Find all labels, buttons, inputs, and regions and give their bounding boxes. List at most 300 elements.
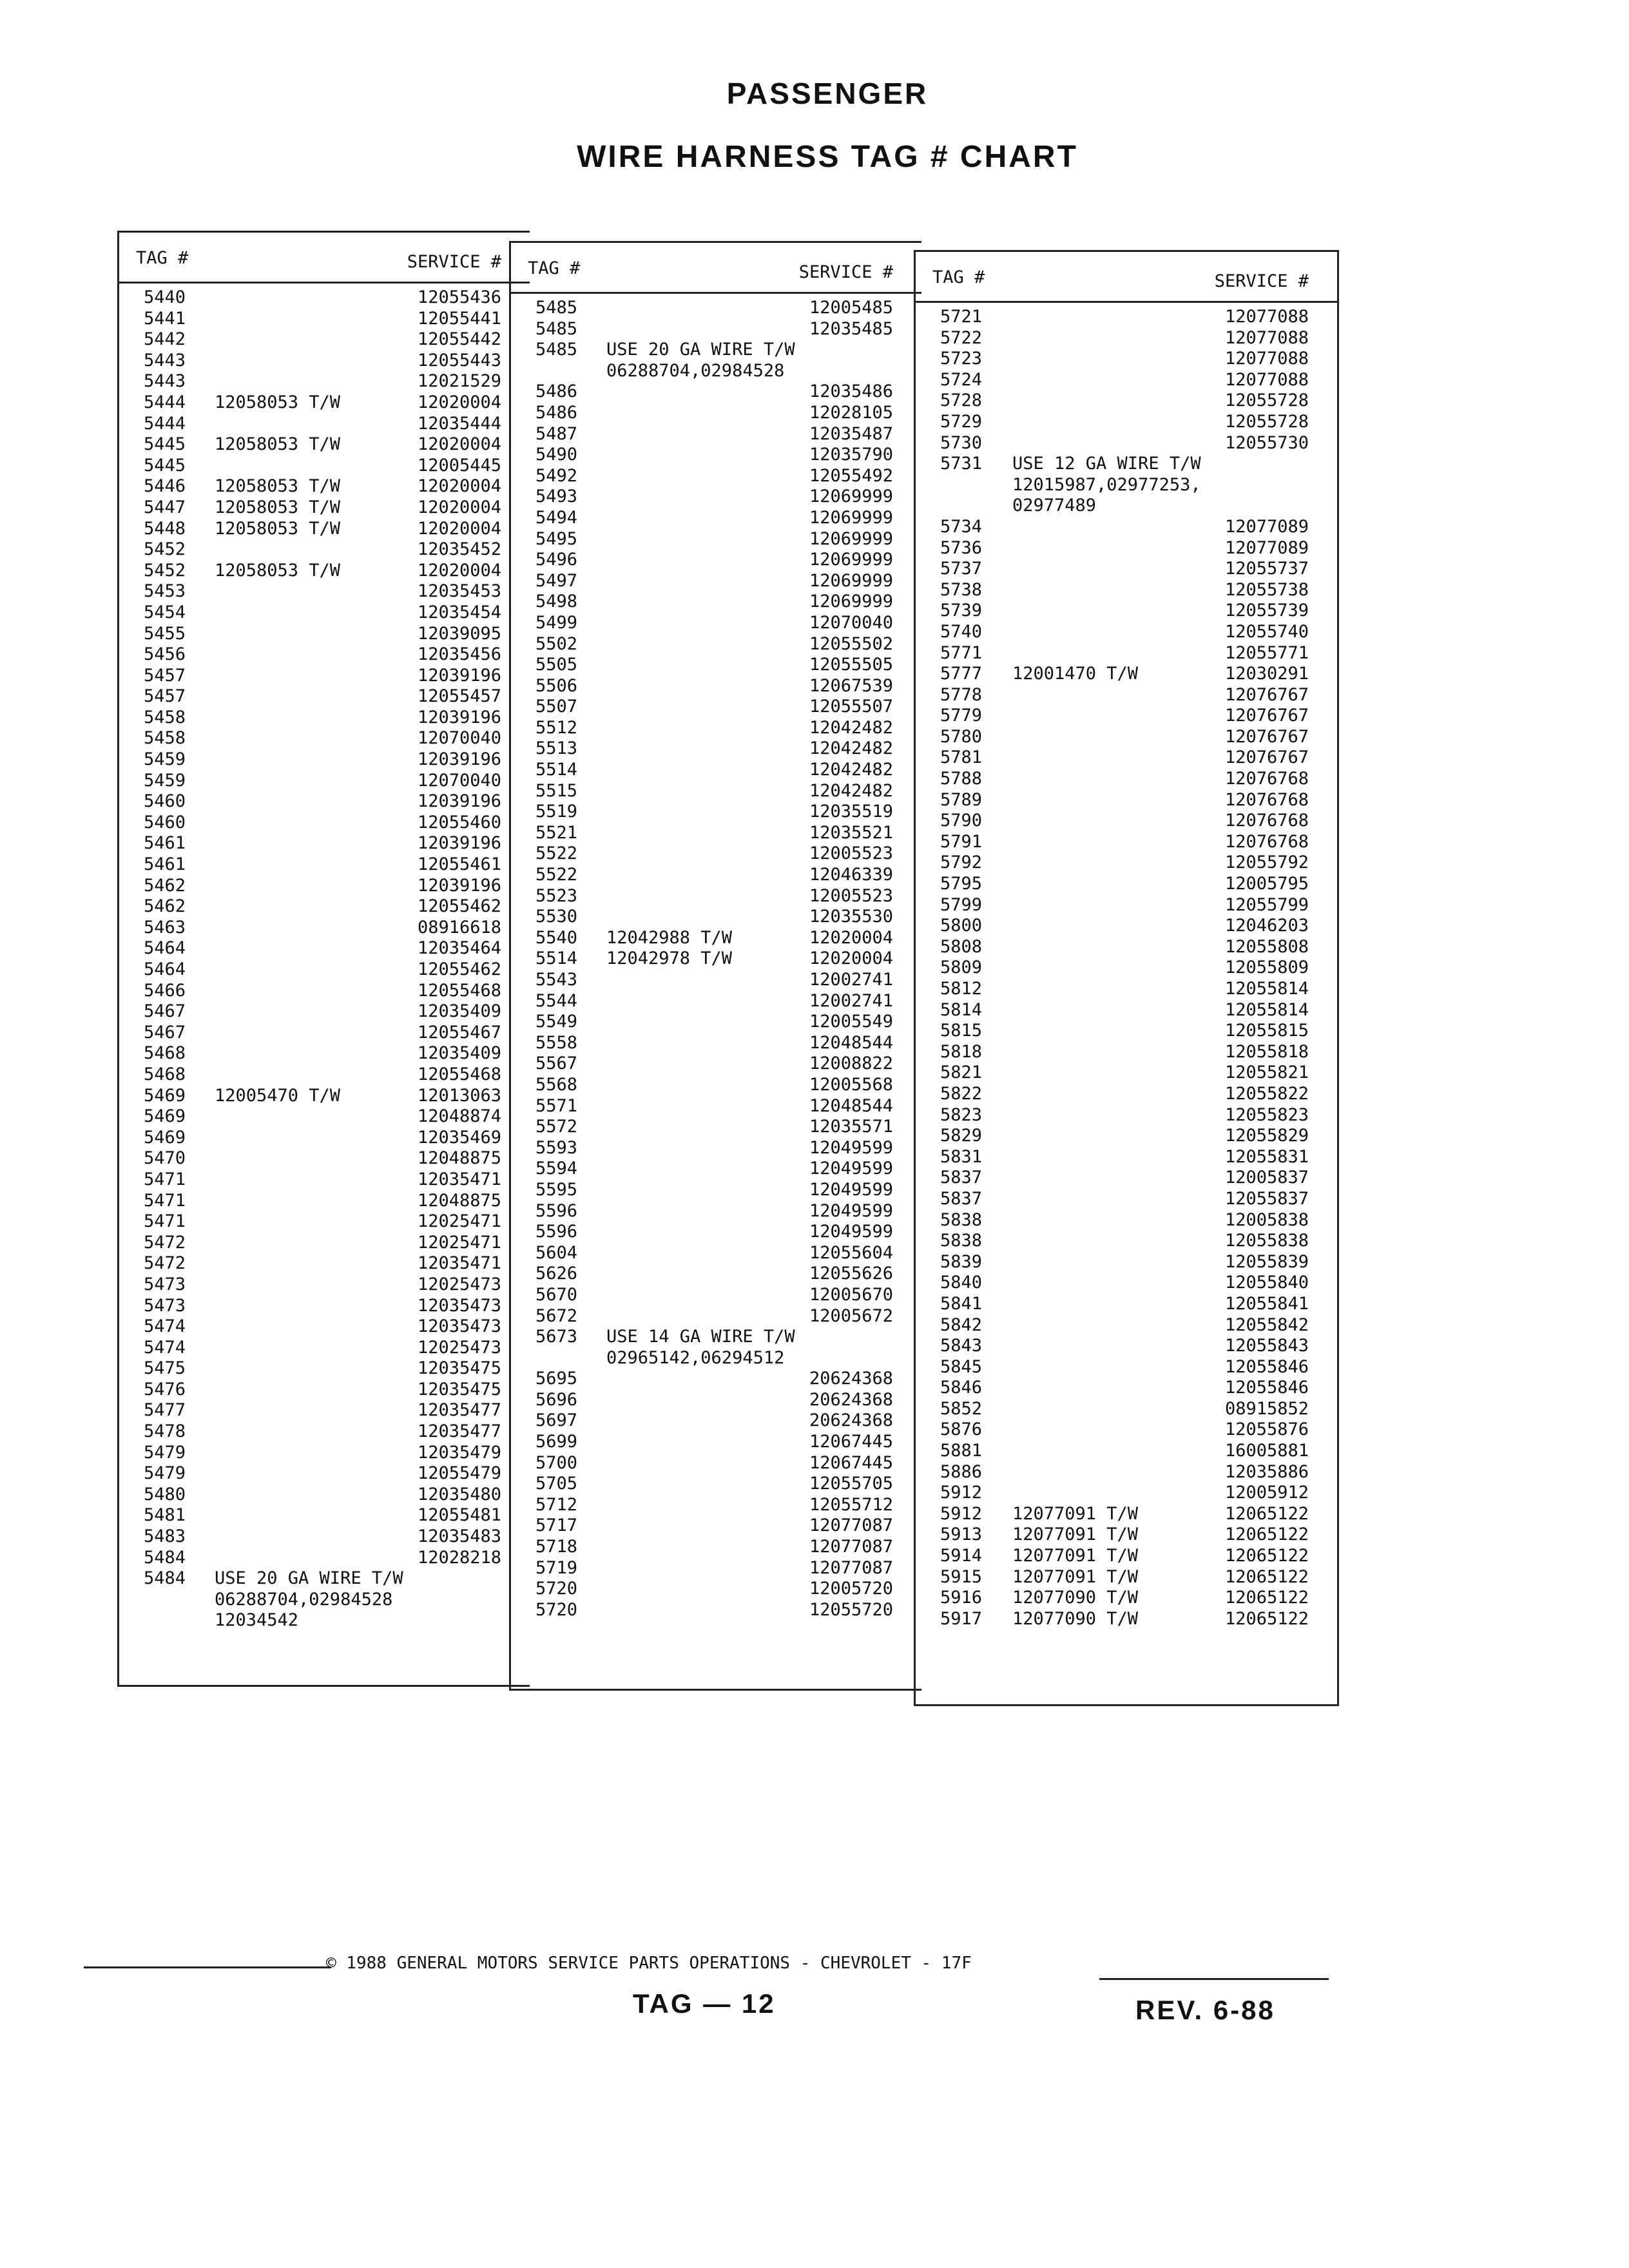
tag-number: 5470 xyxy=(144,1148,186,1169)
table-row xyxy=(916,1210,1337,1231)
service-number: 12048875 xyxy=(417,1190,501,1211)
used-with-number: 12077090 T/W xyxy=(1012,1588,1139,1608)
service-number: 12035487 xyxy=(809,423,893,444)
tag-number: 5454 xyxy=(144,602,186,622)
table-row xyxy=(916,747,1337,769)
service-number: 12055809 xyxy=(1224,957,1309,978)
tag-number: 5530 xyxy=(535,907,578,927)
table-row xyxy=(511,1537,921,1558)
table-row xyxy=(511,781,921,802)
tag-number: 5452 xyxy=(144,539,186,560)
row-note: 02977489 xyxy=(1012,495,1097,516)
service-number: 20624368 xyxy=(809,1410,893,1431)
table-row xyxy=(916,1378,1337,1399)
table-row xyxy=(119,309,530,330)
tag-number: 5670 xyxy=(535,1284,578,1305)
table-row xyxy=(119,456,530,477)
service-number: 12049599 xyxy=(809,1222,893,1242)
service-number: 12076767 xyxy=(1224,747,1309,768)
tag-number: 5479 xyxy=(144,1442,186,1463)
tag-number: 5461 xyxy=(144,833,186,854)
tag-number: 5571 xyxy=(535,1095,578,1116)
table-row xyxy=(511,907,921,928)
table-row xyxy=(511,340,921,361)
table-row xyxy=(916,1252,1337,1273)
table-row xyxy=(119,1148,530,1169)
tag-number: 5818 xyxy=(940,1041,983,1062)
table-row xyxy=(511,802,921,823)
tag-number: 5723 xyxy=(940,349,983,369)
table-row xyxy=(511,1117,921,1138)
column-header xyxy=(916,252,1337,303)
service-number: 12048544 xyxy=(809,1032,893,1053)
tag-number: 5549 xyxy=(535,1012,578,1032)
table-row xyxy=(916,1419,1337,1441)
table-row xyxy=(916,328,1337,349)
table-row xyxy=(916,433,1337,454)
table-row xyxy=(119,833,530,854)
service-number: 12005672 xyxy=(809,1305,893,1326)
tag-number: 5673 xyxy=(535,1327,578,1347)
service-number: 12035409 xyxy=(417,1043,501,1064)
tag-number: 5596 xyxy=(535,1222,578,1242)
service-number: 12055738 xyxy=(1224,579,1309,600)
service-number: 12002741 xyxy=(809,990,893,1011)
service-number: 12076768 xyxy=(1224,769,1309,789)
tag-number: 5795 xyxy=(940,874,983,894)
service-number: 12035473 xyxy=(417,1316,501,1337)
tag-number: 5739 xyxy=(940,601,983,621)
service-number: 12055821 xyxy=(1224,1062,1309,1083)
table-row xyxy=(511,1369,921,1390)
service-number: 12035453 xyxy=(417,581,501,602)
service-number: 12035469 xyxy=(417,1127,501,1148)
service-number: 12035519 xyxy=(809,802,893,822)
service-number: 12070040 xyxy=(809,612,893,633)
table-row xyxy=(511,1243,921,1264)
table-row xyxy=(916,1021,1337,1042)
table-row xyxy=(119,812,530,834)
tag-number: 5799 xyxy=(940,894,983,915)
table-row xyxy=(119,1043,530,1064)
table-row xyxy=(119,1548,530,1569)
table-row xyxy=(511,1600,921,1621)
service-number: 12070040 xyxy=(417,728,501,749)
table-row xyxy=(119,1086,530,1107)
service-number: 12077087 xyxy=(809,1537,893,1557)
tag-number: 5457 xyxy=(144,686,186,707)
service-number: 12020004 xyxy=(417,497,501,517)
tag-number: 5912 xyxy=(940,1483,983,1503)
table-row xyxy=(916,622,1337,643)
tag-number: 5460 xyxy=(144,791,186,812)
tag-number: 5448 xyxy=(144,518,186,539)
table-row xyxy=(119,1568,530,1590)
tag-number: 5724 xyxy=(940,369,983,390)
service-number: 12077088 xyxy=(1224,307,1309,327)
service-number: 08916618 xyxy=(417,917,501,937)
service-number: 12035479 xyxy=(417,1442,501,1463)
service-number: 12055730 xyxy=(1224,432,1309,453)
table-row xyxy=(916,307,1337,328)
table-row xyxy=(916,937,1337,958)
service-number: 12013063 xyxy=(417,1085,501,1106)
table-row xyxy=(511,1558,921,1579)
tag-number: 5781 xyxy=(940,747,983,768)
service-number: 12048544 xyxy=(809,1095,893,1116)
tag-number: 5831 xyxy=(940,1146,983,1167)
tag-number: 5469 xyxy=(144,1127,186,1148)
tag-number: 5842 xyxy=(940,1314,983,1335)
tag-number: 5699 xyxy=(535,1432,578,1452)
table-row xyxy=(511,991,921,1012)
table-row xyxy=(511,1012,921,1033)
service-number: 12065122 xyxy=(1224,1588,1309,1608)
service-number: 12046203 xyxy=(1224,916,1309,936)
service-number: 12055737 xyxy=(1224,559,1309,579)
service-number: 12020004 xyxy=(417,392,501,412)
service-number: 12046339 xyxy=(809,865,893,885)
tag-number: 5843 xyxy=(940,1336,983,1356)
table-row xyxy=(119,1610,530,1631)
tag-number: 5734 xyxy=(940,516,983,537)
table-row xyxy=(916,1609,1337,1630)
table-row xyxy=(511,823,921,844)
tag-number: 5568 xyxy=(535,1074,578,1095)
service-number: 12020004 xyxy=(809,927,893,948)
tag-number: 5452 xyxy=(144,560,186,581)
tag-number: 5717 xyxy=(535,1515,578,1536)
tag-number: 5456 xyxy=(144,644,186,665)
tag-number: 5737 xyxy=(940,559,983,579)
service-number: 12039196 xyxy=(417,665,501,686)
tag-number: 5492 xyxy=(535,465,578,486)
table-row xyxy=(119,434,530,456)
tag-number: 5485 xyxy=(535,340,578,360)
service-number: 12030291 xyxy=(1224,664,1309,684)
tag-number: 5821 xyxy=(940,1062,983,1083)
row-note: 12015987,02977253, xyxy=(1012,474,1201,495)
service-number: 12049599 xyxy=(809,1200,893,1221)
table-row xyxy=(511,1075,921,1096)
table-row xyxy=(119,1379,530,1401)
table-row xyxy=(511,1033,921,1054)
table-row xyxy=(916,1546,1337,1567)
service-number: 12055818 xyxy=(1224,1041,1309,1062)
table-row xyxy=(511,1390,921,1411)
service-number: 12020004 xyxy=(809,948,893,969)
tag-number: 5700 xyxy=(535,1452,578,1473)
table-row xyxy=(119,896,530,918)
tag-number: 5838 xyxy=(940,1231,983,1251)
tag-number: 5593 xyxy=(535,1137,578,1158)
table-row xyxy=(119,1064,530,1086)
service-number: 12076767 xyxy=(1224,706,1309,726)
table-row xyxy=(916,874,1337,895)
service-number: 12055461 xyxy=(417,854,501,875)
tag-number: 5823 xyxy=(940,1104,983,1125)
table-row xyxy=(511,1495,921,1516)
tag-number: 5464 xyxy=(144,959,186,979)
table-row xyxy=(916,538,1337,559)
table-column-2 xyxy=(509,241,921,1691)
service-number: 12076768 xyxy=(1224,811,1309,831)
service-number: 12055841 xyxy=(1224,1293,1309,1314)
tag-number: 5540 xyxy=(535,927,578,948)
table-row xyxy=(916,1504,1337,1525)
tag-number: 5720 xyxy=(535,1579,578,1599)
tag-number: 5829 xyxy=(940,1126,983,1146)
service-number: 12049599 xyxy=(809,1179,893,1200)
tag-number: 5499 xyxy=(535,612,578,633)
table-row xyxy=(511,591,921,613)
table-row xyxy=(511,634,921,655)
table-row xyxy=(916,1567,1337,1588)
table-row xyxy=(916,1189,1337,1210)
revision-label: REV. 6-88 xyxy=(1135,1995,1275,2025)
table-row xyxy=(916,706,1337,727)
service-number: 12055467 xyxy=(417,1022,501,1043)
tag-number: 5672 xyxy=(535,1305,578,1326)
table-row xyxy=(511,445,921,466)
service-number: 12055720 xyxy=(809,1599,893,1620)
service-number: 12035471 xyxy=(417,1169,501,1189)
service-number: 12028105 xyxy=(809,402,893,423)
tag-number: 5447 xyxy=(144,497,186,517)
service-number: 12055740 xyxy=(1224,621,1309,642)
service-number: 12055468 xyxy=(417,980,501,1001)
tag-number: 5467 xyxy=(144,1022,186,1043)
tag-number: 5446 xyxy=(144,476,186,497)
tag-number: 5791 xyxy=(940,831,983,852)
table-row xyxy=(119,287,530,309)
tag-number: 5458 xyxy=(144,707,186,727)
tag-number: 5839 xyxy=(940,1251,983,1272)
service-number: 12035571 xyxy=(809,1117,893,1137)
table-row xyxy=(511,571,921,592)
table-row xyxy=(916,454,1337,475)
service-number: 12055814 xyxy=(1224,999,1309,1020)
footer-divider xyxy=(84,1966,331,1968)
table-row xyxy=(119,1106,530,1128)
tag-header: TAG # xyxy=(136,248,189,268)
service-number: 12055462 xyxy=(417,959,501,979)
table-row xyxy=(916,916,1337,937)
table-row xyxy=(511,529,921,550)
table-row xyxy=(916,1524,1337,1546)
tag-number: 5464 xyxy=(144,938,186,959)
service-number: 12035886 xyxy=(1224,1461,1309,1482)
chart-subtitle: WIRE HARNESS TAG # CHART xyxy=(577,140,1078,174)
tag-number: 5472 xyxy=(144,1232,186,1253)
row-note: 02965142,06294512 xyxy=(606,1347,785,1368)
service-number: 12069999 xyxy=(809,550,893,570)
table-row xyxy=(511,1410,921,1432)
used-with-number: 12058053 T/W xyxy=(215,476,341,497)
row-note: USE 20 GA WIRE T/W xyxy=(215,1568,403,1589)
service-number: 12055814 xyxy=(1224,979,1309,999)
tag-number: 5812 xyxy=(940,979,983,999)
table-row xyxy=(511,1158,921,1180)
service-number: 12065122 xyxy=(1224,1503,1309,1524)
table-row xyxy=(916,1105,1337,1126)
table-row xyxy=(119,519,530,540)
tag-number: 5917 xyxy=(940,1608,983,1629)
tag-number: 5720 xyxy=(535,1599,578,1620)
service-number: 12028218 xyxy=(417,1547,501,1568)
tag-number: 5914 xyxy=(940,1546,983,1566)
tag-number: 5467 xyxy=(144,1001,186,1022)
tag-number: 5485 xyxy=(535,298,578,318)
table-row xyxy=(511,697,921,718)
service-number: 12035456 xyxy=(417,644,501,665)
service-number: 12035464 xyxy=(417,938,501,959)
tag-number: 5736 xyxy=(940,537,983,558)
tag-number: 5463 xyxy=(144,917,186,937)
tag-number: 5777 xyxy=(940,664,983,684)
service-number: 12002741 xyxy=(809,970,893,990)
table-row xyxy=(119,497,530,519)
tag-number: 5462 xyxy=(144,896,186,917)
tag-number: 5507 xyxy=(535,697,578,717)
service-number: 12055846 xyxy=(1224,1378,1309,1398)
table-row xyxy=(916,390,1337,412)
table-row xyxy=(119,624,530,645)
tag-number: 5515 xyxy=(535,780,578,801)
tag-number: 5567 xyxy=(535,1053,578,1074)
service-number: 12067445 xyxy=(809,1452,893,1473)
table-row xyxy=(119,728,530,749)
table-row xyxy=(511,970,921,991)
table-row xyxy=(511,1222,921,1243)
table-row xyxy=(916,790,1337,811)
table-row xyxy=(119,539,530,561)
tag-number: 5475 xyxy=(144,1358,186,1379)
table-row xyxy=(511,865,921,886)
tag-number: 5453 xyxy=(144,581,186,602)
tag-number: 5808 xyxy=(940,936,983,957)
tag-number: 5837 xyxy=(940,1188,983,1209)
table-row xyxy=(916,601,1337,622)
tag-number: 5495 xyxy=(535,528,578,549)
table-row xyxy=(119,959,530,981)
tag-number: 5441 xyxy=(144,308,186,329)
tag-number: 5478 xyxy=(144,1421,186,1442)
tag-number: 5506 xyxy=(535,675,578,696)
tag-number: 5604 xyxy=(535,1242,578,1263)
service-number: 12020004 xyxy=(417,476,501,497)
service-number: 12067539 xyxy=(809,675,893,696)
table-row xyxy=(511,948,921,970)
tag-number: 5841 xyxy=(940,1293,983,1314)
table-row xyxy=(916,349,1337,370)
service-number: 12069999 xyxy=(809,528,893,549)
service-number: 12069999 xyxy=(809,570,893,591)
tag-number: 5730 xyxy=(940,432,983,453)
table-row xyxy=(119,644,530,666)
service-number: 12035454 xyxy=(417,602,501,622)
used-with-number: 12077090 T/W xyxy=(1012,1608,1139,1629)
service-number: 12076767 xyxy=(1224,726,1309,747)
tag-number: 5705 xyxy=(535,1474,578,1494)
service-number: 12039196 xyxy=(417,875,501,896)
tag-number: 5852 xyxy=(940,1398,983,1419)
tag-number: 5444 xyxy=(144,392,186,412)
table-row xyxy=(511,466,921,487)
row-note: 06288704,02984528 xyxy=(606,360,785,381)
tag-number: 5468 xyxy=(144,1064,186,1084)
tag-number: 5494 xyxy=(535,507,578,528)
used-with-number: 12058053 T/W xyxy=(215,497,341,517)
page-number: TAG — 12 xyxy=(633,1988,776,2019)
table-row xyxy=(119,666,530,687)
service-number: 12035477 xyxy=(417,1421,501,1442)
used-with-number: 12001470 T/W xyxy=(1012,664,1139,684)
tag-number: 5490 xyxy=(535,445,578,465)
service-number: 12055492 xyxy=(809,465,893,486)
table-row xyxy=(511,1474,921,1495)
table-row xyxy=(916,1357,1337,1378)
tag-number: 5502 xyxy=(535,633,578,654)
tag-number: 5789 xyxy=(940,789,983,810)
table-row xyxy=(119,1169,530,1191)
table-row xyxy=(916,1000,1337,1021)
tag-number: 5594 xyxy=(535,1158,578,1179)
service-header: SERVICE # xyxy=(407,252,501,272)
table-row xyxy=(119,1191,530,1212)
service-number: 12025473 xyxy=(417,1274,501,1294)
table-row xyxy=(119,1274,530,1296)
table-row xyxy=(119,392,530,414)
service-number: 12035790 xyxy=(809,445,893,465)
tag-number: 5697 xyxy=(535,1410,578,1431)
service-number: 12055481 xyxy=(417,1505,501,1526)
table-row xyxy=(916,643,1337,664)
tag-number: 5522 xyxy=(535,843,578,864)
service-number: 12020004 xyxy=(417,560,501,581)
service-number: 12055831 xyxy=(1224,1146,1309,1167)
table-row xyxy=(511,613,921,634)
tag-number: 5722 xyxy=(940,327,983,348)
service-number: 12055712 xyxy=(809,1494,893,1515)
service-number: 12055460 xyxy=(417,812,501,832)
footer-credit: © 1988 GENERAL MOTORS SERVICE PARTS OPERATIONS - CHEVROLET - 17F xyxy=(326,1954,972,1973)
service-number: 12005795 xyxy=(1224,874,1309,894)
table-row xyxy=(119,581,530,602)
service-number: 12077088 xyxy=(1224,327,1309,348)
service-number: 12042482 xyxy=(809,760,893,780)
tag-number: 5876 xyxy=(940,1419,983,1440)
table-row xyxy=(119,329,530,351)
table-row xyxy=(511,1327,921,1348)
tag-number: 5469 xyxy=(144,1085,186,1106)
service-number: 12055505 xyxy=(809,655,893,675)
used-with-number: 12058053 T/W xyxy=(215,392,341,412)
tag-number: 5881 xyxy=(940,1441,983,1461)
tag-number: 5460 xyxy=(144,812,186,832)
tag-number: 5809 xyxy=(940,957,983,978)
service-number: 12035471 xyxy=(417,1253,501,1274)
tag-number: 5458 xyxy=(144,728,186,749)
service-number: 12055792 xyxy=(1224,852,1309,873)
tag-number: 5486 xyxy=(535,381,578,402)
service-number: 20624368 xyxy=(809,1389,893,1410)
service-number: 12025473 xyxy=(417,1337,501,1358)
table-row xyxy=(119,1590,530,1611)
tag-number: 5473 xyxy=(144,1274,186,1294)
used-with-number: 12042988 T/W xyxy=(606,927,733,948)
tag-number: 5462 xyxy=(144,875,186,896)
